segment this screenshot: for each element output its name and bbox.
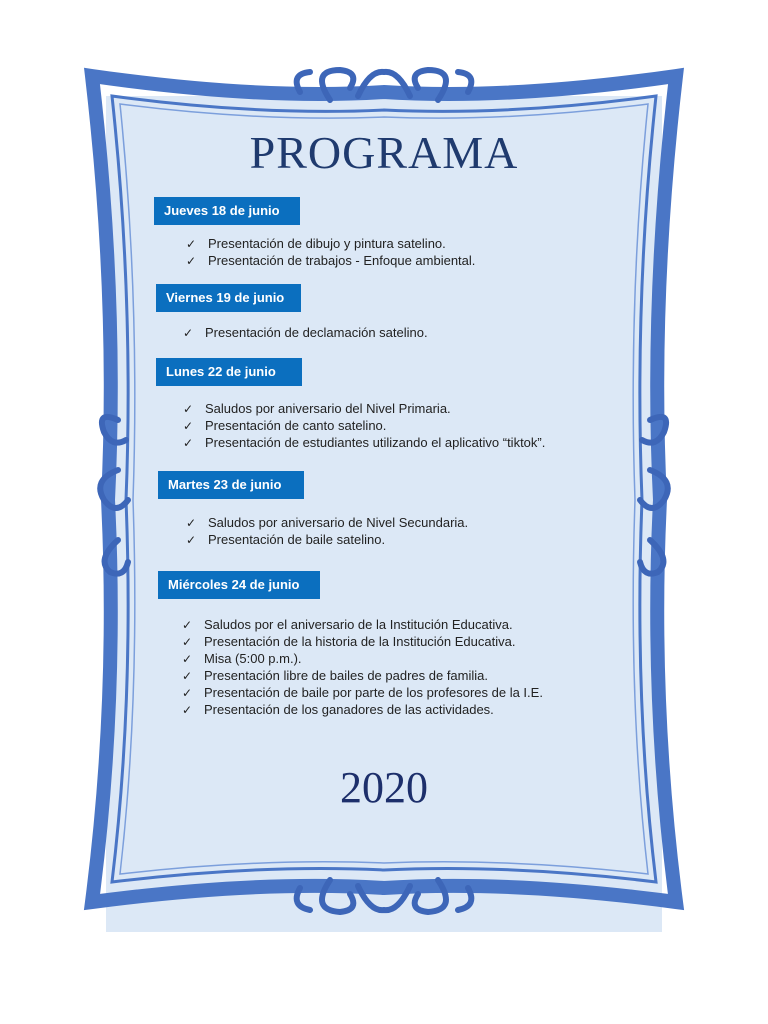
check-icon: ✓ [183, 436, 194, 450]
check-icon: ✓ [182, 652, 193, 666]
check-icon: ✓ [183, 326, 194, 340]
day-header: Martes 23 de junio [158, 471, 304, 499]
check-icon: ✓ [182, 686, 193, 700]
check-icon: ✓ [186, 237, 197, 251]
list-item: ✓ Presentación de estudiantes utilizando el aplicativo “tiktok”. [183, 435, 546, 450]
day-header: Lunes 22 de junio [156, 358, 302, 386]
day-header: Jueves 18 de junio [154, 197, 300, 225]
list-item: ✓ Presentación de los ganadores de las actividades. [182, 702, 494, 717]
year-label: 2020 [340, 763, 428, 812]
check-icon: ✓ [186, 254, 197, 268]
list-item: ✓ Presentación de declamación satelino. [183, 325, 428, 340]
page-title: PROGRAMA [249, 127, 519, 178]
list-item: ✓ Presentación de trabajos - Enfoque ambiental. [186, 253, 476, 268]
list-item: ✓ Presentación de dibujo y pintura satelino. [186, 236, 446, 251]
check-icon: ✓ [186, 516, 197, 530]
activity-list [183, 324, 428, 341]
check-icon: ✓ [183, 402, 194, 416]
list-item: ✓ Saludos por aniversario de Nivel Secundaria. [186, 515, 469, 530]
activity-list [186, 514, 468, 548]
list-item: ✓ Presentación de baile por parte de los profesores de la I.E. [182, 685, 543, 700]
check-icon: ✓ [186, 533, 197, 547]
day-header: Viernes 19 de junio [156, 284, 301, 312]
list-item: ✓ Saludos por aniversario del Nivel Primaria. [183, 401, 451, 416]
check-icon: ✓ [182, 703, 193, 717]
list-item: ✓ Presentación de canto satelino. [183, 418, 387, 433]
activity-list [183, 400, 545, 451]
list-item: ✓ Misa (5:00 p.m.). [182, 651, 302, 666]
list-item: ✓ Presentación libre de bailes de padres de familia. [182, 668, 489, 683]
check-icon: ✓ [183, 419, 194, 433]
activity-list [182, 616, 543, 718]
check-icon: ✓ [182, 635, 193, 649]
activity-list [186, 235, 475, 269]
day-header: Miércoles 24 de junio [158, 571, 320, 599]
list-item: ✓ Presentación de baile satelino. [186, 532, 386, 547]
list-item: ✓ Saludos por el aniversario de la Institución Educativa. [182, 617, 513, 632]
check-icon: ✓ [182, 669, 193, 683]
check-icon: ✓ [182, 618, 193, 632]
list-item: ✓ Presentación de la historia de la Institución Educativa. [182, 634, 516, 649]
